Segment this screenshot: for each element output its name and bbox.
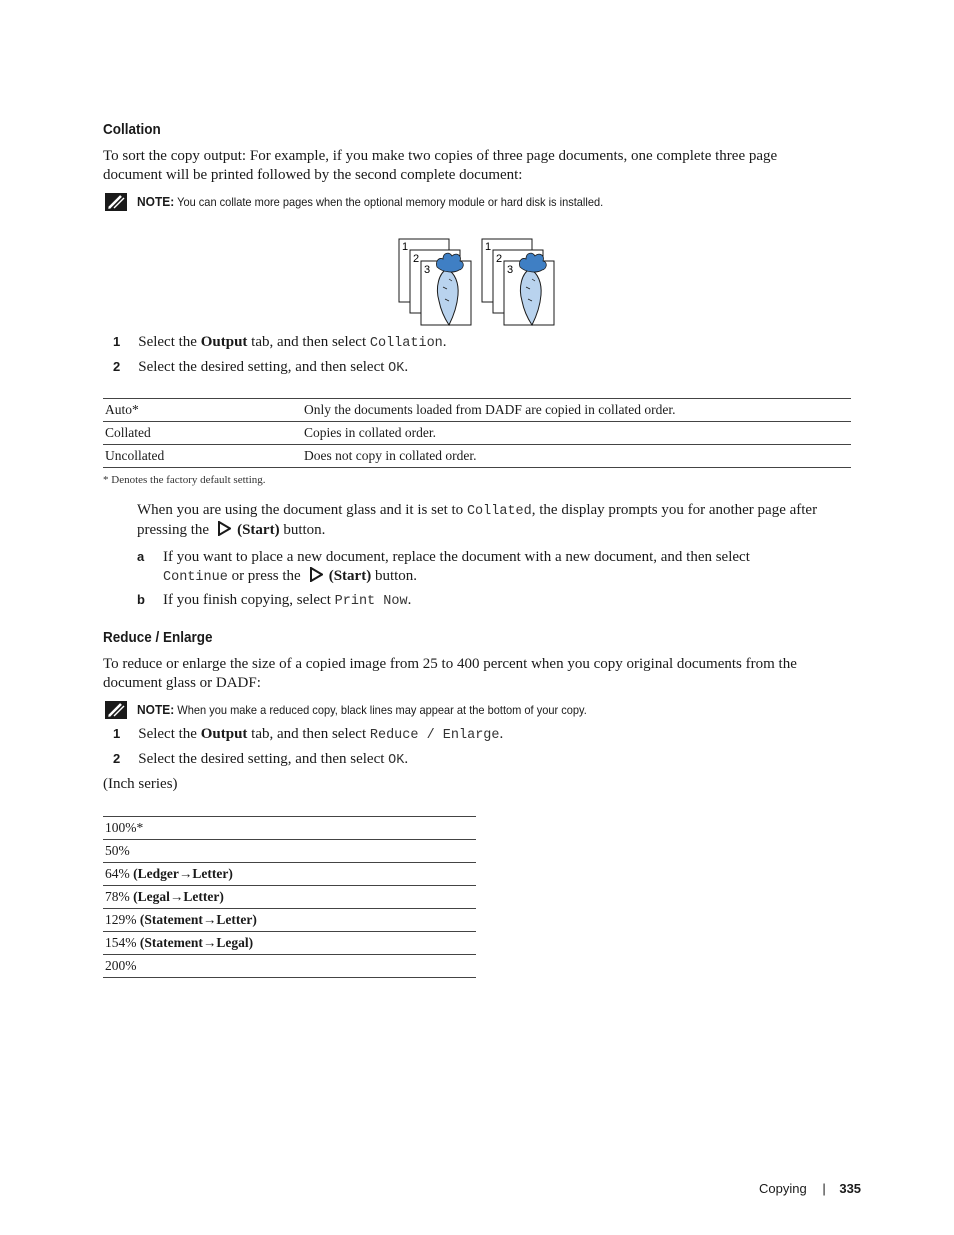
page-num-2: 2 (413, 253, 420, 265)
substep-letter: b (137, 592, 145, 607)
glass-paragraph: When you are using the document glass and it is set to Collated, the display prompts you for another page after pressing the (Start) button. (137, 502, 818, 538)
ratio-cell: 50% (105, 843, 130, 858)
footer-separator: | (822, 1181, 826, 1196)
note-pencil-icon (105, 193, 127, 211)
note-text: You can collate more pages when the optional memory module or hard disk is installed. (177, 195, 604, 209)
start-button-icon (217, 521, 231, 536)
substep-a: a If you want to place a new document, replace the document with a new document, and then select Continue or press the (Start) button. (137, 549, 750, 585)
desc-cell: Does not copy in collated order. (304, 448, 477, 463)
table-row (103, 399, 851, 422)
copy-set-2 (482, 239, 554, 325)
setting-cell: Collated (105, 425, 151, 440)
start-button-icon (309, 567, 323, 582)
page-num-3: 3 (507, 264, 514, 276)
reduce-table (103, 816, 476, 978)
table-row (103, 886, 476, 909)
reduce-intro-line1: To reduce or enlarge the size of a copied image from 25 to 400 percent when you copy original documents from the (103, 656, 797, 672)
step-number: 2 (113, 359, 121, 374)
copy-set-1 (399, 239, 471, 325)
collated-code: Collated (466, 504, 532, 519)
step-text: Select the Output tab, and then select Collation. (138, 334, 447, 351)
table-row (103, 422, 851, 445)
collation-step-2 (113, 358, 408, 376)
step-number: 1 (113, 726, 121, 741)
collation-intro-line1: To sort the copy output: For example, if you make two copies of three page documents, one complete three page (103, 148, 778, 164)
step-text: Select the Output tab, and then select Reduce / Enlarge. (138, 726, 504, 743)
step-number: 1 (113, 334, 121, 349)
collation-step-1 (113, 333, 447, 351)
table-row (103, 909, 476, 932)
page-number: 335 (839, 1181, 862, 1196)
footer-section: Copying (759, 1181, 807, 1196)
step-text: Select the desired setting, and then select OK. (138, 751, 409, 768)
note-label: NOTE: (137, 194, 175, 209)
page-footer (759, 1181, 861, 1196)
table-row (103, 840, 476, 863)
inch-series-label: (Inch series) (103, 776, 178, 792)
page-num-2: 2 (496, 253, 503, 265)
reduce-intro-line2: document glass or DADF: (103, 675, 261, 691)
ratio-cell: 100%* (105, 820, 144, 835)
page-num-1: 1 (485, 241, 492, 253)
reduce-heading: Reduce / Enlarge (103, 629, 213, 646)
reduce-note (137, 702, 587, 717)
note-text: When you make a reduced copy, black lines may appear at the bottom of your copy. (177, 703, 587, 717)
collation-intro (103, 147, 863, 185)
table-row (103, 817, 476, 840)
desc-cell: Only the documents loaded from DADF are copied in collated order. (304, 402, 676, 417)
note-pencil-icon (105, 701, 127, 719)
collation-intro-line2: document will be printed followed by the second complete document: (103, 167, 523, 183)
ratio-cell: 64% (Ledger→Letter) (105, 866, 233, 881)
substep-b: b If you finish copying, select Print Now. (137, 592, 412, 609)
table-row (103, 445, 851, 468)
page-num-3: 3 (424, 264, 431, 276)
table-row (103, 932, 476, 955)
ratio-cell: 78% (Legal→Letter) (105, 889, 224, 904)
step-number: 2 (113, 751, 121, 766)
reduce-step-2 (113, 750, 408, 768)
setting-cell: Uncollated (105, 448, 165, 463)
collation-note (137, 194, 603, 209)
note-label: NOTE: (137, 702, 175, 717)
reduce-intro (103, 655, 863, 693)
setting-cell: Auto* (105, 402, 139, 417)
collation-table (103, 398, 851, 468)
step-text: Select the desired setting, and then select OK. (138, 359, 409, 376)
collation-heading: Collation (103, 121, 161, 138)
ratio-cell: 129% (Statement→Letter) (105, 912, 257, 927)
reduce-step-1 (113, 725, 503, 743)
table-row (103, 955, 476, 978)
table-row (103, 863, 476, 886)
page-num-1: 1 (402, 241, 409, 253)
footnote: * Denotes the factory default setting. (103, 474, 266, 486)
ratio-cell: 154% (Statement→Legal) (105, 935, 254, 950)
collation-illustration (396, 236, 558, 330)
ratio-cell: 200% (105, 958, 137, 973)
desc-cell: Copies in collated order. (304, 425, 436, 440)
substep-letter: a (137, 549, 145, 564)
